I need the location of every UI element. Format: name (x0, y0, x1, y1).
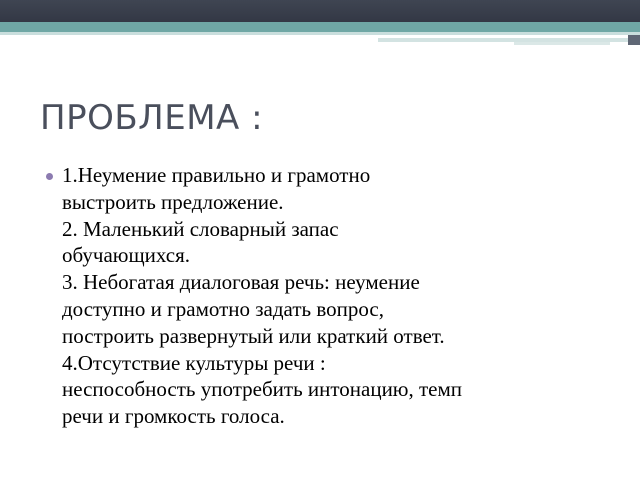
bullet-dot-icon (46, 173, 53, 180)
bullet-text (62, 162, 622, 430)
text-line: 1.Неумение правильно и грамотно (62, 163, 371, 187)
slide-title: ПРОБЛЕМА : (40, 98, 264, 138)
header-teal-band (0, 22, 640, 32)
text-line: 4.Отсутствие культуры речи : (62, 350, 326, 375)
text-line: речи и громкость голоса. (62, 404, 285, 429)
text-line: 3. Небогатая диалоговая речь: неумение (62, 270, 420, 295)
text-line: выстроить предложение. (62, 189, 284, 214)
header-dark-band (0, 0, 640, 22)
text-line: неспособность употребить интонацию, темп (62, 377, 463, 402)
text-line: построить развернутый или краткий ответ. (62, 323, 445, 348)
header-light-band (0, 32, 640, 35)
header-corner-accent (628, 35, 640, 45)
text-line: 2. Маленький словарный запас (62, 216, 339, 241)
header-accent-line (514, 42, 610, 45)
text-line: обучающихся. (62, 243, 190, 268)
text-line: доступно и грамотно задать вопрос, (62, 296, 384, 321)
